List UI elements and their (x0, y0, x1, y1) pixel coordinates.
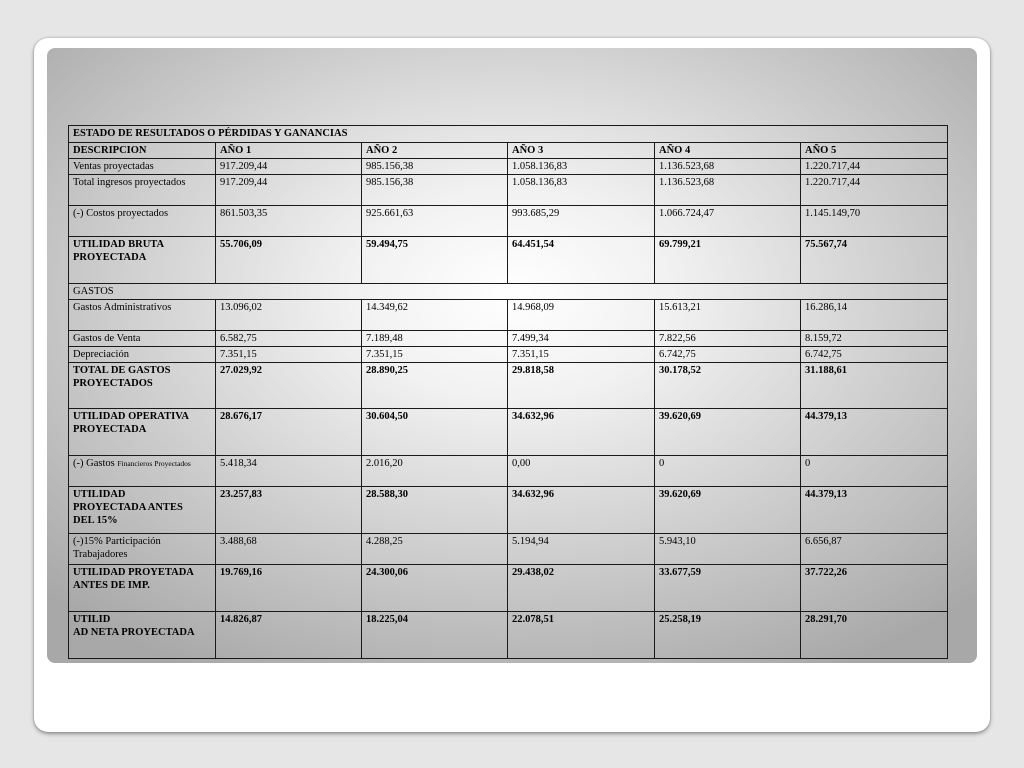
value-cell: 13.096,02 (216, 300, 362, 331)
row-label-line: UTILID (73, 614, 111, 625)
row-label: Total ingresos proyectados (69, 175, 216, 206)
income-statement-table (68, 125, 948, 659)
value-cell: 6.742,75 (655, 347, 801, 363)
value-cell: 861.503,35 (216, 206, 362, 237)
header-cell: AÑO 1 (216, 143, 362, 159)
table-row (69, 175, 948, 206)
row-label-line: UTILIDAD OPERATIVA (73, 411, 190, 422)
value-cell: 5.194,94 (508, 534, 655, 565)
table-title: ESTADO DE RESULTADOS O PÉRDIDAS Y GANANCIAS (69, 126, 948, 143)
value-cell: 28.676,17 (216, 409, 362, 456)
row-label: Gastos de Venta (69, 331, 216, 347)
row-label-line: PROYECTADA (73, 252, 147, 263)
value-cell: 7.822,56 (655, 331, 801, 347)
row-label: Depreciación (69, 347, 216, 363)
value-cell: 1.220.717,44 (801, 175, 948, 206)
row-label-line: PROYECTADOS (73, 378, 153, 389)
value-cell: 0,00 (508, 456, 655, 487)
value-cell: 14.826,87 (216, 612, 362, 659)
value-cell: 1.136.523,68 (655, 175, 801, 206)
table-row (69, 409, 948, 456)
value-cell: 37.722,26 (801, 565, 948, 612)
value-cell: 917.209,44 (216, 159, 362, 175)
value-cell: 1.058.136,83 (508, 175, 655, 206)
value-cell: 1.145.149,70 (801, 206, 948, 237)
header-cell: DESCRIPCION (69, 143, 216, 159)
value-cell: 993.685,29 (508, 206, 655, 237)
value-cell: 7.351,15 (216, 347, 362, 363)
row-label-line: UTILIDAD BRUTA (73, 239, 165, 250)
row-label-line: PROYECTADA (73, 424, 147, 435)
row-label-small: Financieros Proyectados (117, 459, 191, 468)
section-row (69, 284, 948, 300)
value-cell: 14.349,62 (362, 300, 508, 331)
value-cell: 30.178,52 (655, 363, 801, 409)
row-label (69, 456, 216, 487)
row-label-line: ANTES DE IMP. (73, 580, 150, 591)
row-label: Gastos Administrativos (69, 300, 216, 331)
header-cell: AÑO 5 (801, 143, 948, 159)
row-label-line: AD NETA PROYECTADA (73, 627, 195, 638)
table-row (69, 487, 948, 534)
row-label (69, 409, 216, 456)
value-cell: 22.078,51 (508, 612, 655, 659)
value-cell: 39.620,69 (655, 487, 801, 534)
table-row (69, 456, 948, 487)
value-cell: 1.058.136,83 (508, 159, 655, 175)
row-label: (-) Costos proyectados (69, 206, 216, 237)
row-label (69, 565, 216, 612)
value-cell: 44.379,13 (801, 487, 948, 534)
row-label-line: DEL 15% (73, 515, 118, 526)
value-cell: 8.159,72 (801, 331, 948, 347)
value-cell: 3.488,68 (216, 534, 362, 565)
value-cell: 925.661,63 (362, 206, 508, 237)
row-label (69, 534, 216, 565)
value-cell: 0 (801, 456, 948, 487)
value-cell: 6.582,75 (216, 331, 362, 347)
value-cell: 30.604,50 (362, 409, 508, 456)
value-cell: 1.136.523,68 (655, 159, 801, 175)
value-cell: 7.499,34 (508, 331, 655, 347)
table-title-row (69, 126, 948, 143)
table-row (69, 565, 948, 612)
row-label-line: TOTAL DE GASTOS (73, 365, 171, 376)
value-cell: 0 (655, 456, 801, 487)
row-label-line: UTILIDAD (73, 489, 126, 500)
value-cell: 14.968,09 (508, 300, 655, 331)
value-cell: 2.016,20 (362, 456, 508, 487)
table-row (69, 159, 948, 175)
value-cell: 28.890,25 (362, 363, 508, 409)
value-cell: 59.494,75 (362, 237, 508, 284)
value-cell: 16.286,14 (801, 300, 948, 331)
row-label-line: UTILIDAD PROYETADA (73, 567, 194, 578)
value-cell: 28.588,30 (362, 487, 508, 534)
table-row (69, 534, 948, 565)
section-label: GASTOS (69, 284, 948, 300)
value-cell: 28.291,70 (801, 612, 948, 659)
value-cell: 5.943,10 (655, 534, 801, 565)
value-cell: 24.300,06 (362, 565, 508, 612)
value-cell: 6.656,87 (801, 534, 948, 565)
row-label: Ventas proyectadas (69, 159, 216, 175)
table-row (69, 347, 948, 363)
row-label (69, 612, 216, 659)
row-label (69, 237, 216, 284)
value-cell: 985.156,38 (362, 159, 508, 175)
row-label (69, 487, 216, 534)
value-cell: 6.742,75 (801, 347, 948, 363)
value-cell: 1.220.717,44 (801, 159, 948, 175)
header-cell: AÑO 3 (508, 143, 655, 159)
value-cell: 39.620,69 (655, 409, 801, 456)
row-label (69, 363, 216, 409)
value-cell: 25.258,19 (655, 612, 801, 659)
value-cell: 1.066.724,47 (655, 206, 801, 237)
table-row (69, 331, 948, 347)
header-cell: AÑO 2 (362, 143, 508, 159)
value-cell: 7.189,48 (362, 331, 508, 347)
table-header-row (69, 143, 948, 159)
value-cell: 33.677,59 (655, 565, 801, 612)
value-cell: 19.769,16 (216, 565, 362, 612)
value-cell: 29.818,58 (508, 363, 655, 409)
row-label-line: (-)15% Participación (73, 536, 161, 547)
table-row (69, 206, 948, 237)
value-cell: 69.799,21 (655, 237, 801, 284)
value-cell: 64.451,54 (508, 237, 655, 284)
value-cell: 44.379,13 (801, 409, 948, 456)
value-cell: 75.567,74 (801, 237, 948, 284)
value-cell: 34.632,96 (508, 409, 655, 456)
row-label-line: PROYECTADA ANTES (73, 502, 183, 513)
table-row (69, 363, 948, 409)
value-cell: 7.351,15 (508, 347, 655, 363)
value-cell: 5.418,34 (216, 456, 362, 487)
value-cell: 23.257,83 (216, 487, 362, 534)
value-cell: 18.225,04 (362, 612, 508, 659)
row-label-line: Trabajadores (73, 549, 128, 560)
value-cell: 29.438,02 (508, 565, 655, 612)
value-cell: 34.632,96 (508, 487, 655, 534)
header-cell: AÑO 4 (655, 143, 801, 159)
table-row (69, 300, 948, 331)
row-label-main: (-) Gastos (73, 458, 115, 469)
table-row (69, 237, 948, 284)
value-cell: 27.029,92 (216, 363, 362, 409)
value-cell: 15.613,21 (655, 300, 801, 331)
value-cell: 4.288,25 (362, 534, 508, 565)
value-cell: 7.351,15 (362, 347, 508, 363)
value-cell: 917.209,44 (216, 175, 362, 206)
value-cell: 31.188,61 (801, 363, 948, 409)
value-cell: 985.156,38 (362, 175, 508, 206)
value-cell: 55.706,09 (216, 237, 362, 284)
table-row (69, 612, 948, 659)
